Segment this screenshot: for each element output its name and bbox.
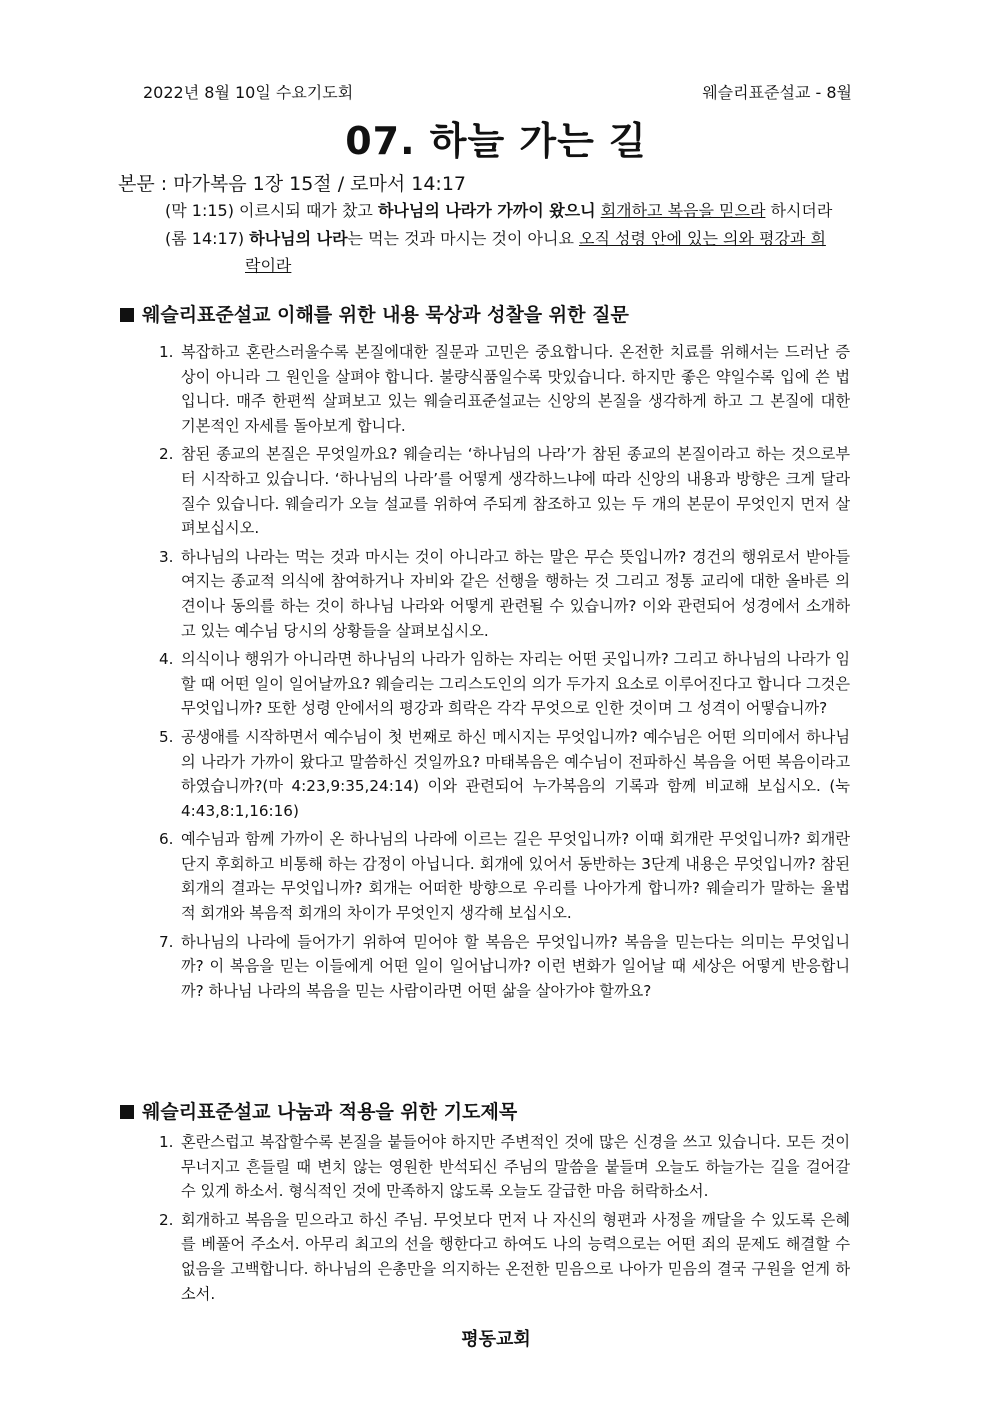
square-bullet-icon — [120, 308, 134, 322]
list-item-text: 하나님의 나라는 먹는 것과 마시는 것이 아니라고 하는 말은 무슨 뜻입니까? 경건의 행위로서 받아들여지는 종교적 의식에 참여하거나 자비와 같은 선행을 행하는 것 그리고 정통 교리에 대한 올바른 의견이나 동의를 하는 것이 하나님 나라와 어떻게 관련될 수 있습니까? 이와 관련되어 성경에서 소개하고 있는 예수님 당시의 상황들을 살펴보십시오. — [181, 547, 850, 640]
square-bullet-icon — [120, 1105, 134, 1119]
section-title-text: 웨슬리표준설교 이해를 위한 내용 묵상과 성찰을 위한 질문 — [142, 304, 629, 326]
verse-romans-14-17 — [165, 225, 845, 279]
list-item-text: 복잡하고 혼란스러울수록 본질에대한 질문과 고민은 중요합니다. 온전한 치료를 위해서는 드러난 증상이 아니라 그 원인을 살펴야 합니다. 불량식품일수록 맛있습니다. 하지만 좋은 약일수록 입에 쓴 법입니다. 매주 한편씩 살펴보고 있는 웨슬리표준설교는 신앙의 본질을 생각하게 하고 그 본질에 대한 기본적인 자세를 돌아보게 합니다. — [181, 343, 850, 435]
section-title-text: 웨슬리표준설교 나눔과 적용을 위한 기도제목 — [142, 1101, 518, 1123]
list-item-number: 7. — [159, 932, 174, 951]
verse-bold-text: 하나님의 나라 — [249, 229, 348, 248]
list-item — [155, 340, 850, 438]
list-item-number: 3. — [159, 547, 174, 566]
verse-bold-text: 하나님의 나라가 가까이 왔으니 — [377, 201, 596, 220]
list-item-text: 회개하고 복음을 믿으라고 하신 주님. 무엇보다 먼저 나 자신의 형편과 사정을 깨달을 수 있도록 은혜를 베풀어 주소서. 아무리 최고의 선을 행한다고 하여도 나의 능력으로는 어떤 죄의 문제도 해결할 수 없음을 고백합니다. 하나님의 은총만을 의지하는 온전한 믿음으로 나아가 믿음의 결국 구원을 얻게 하소서. — [181, 1210, 850, 1303]
list-item-number: 5. — [159, 727, 174, 746]
verse-mark-1-15 — [165, 197, 845, 224]
verse-ref: (막 1:15) — [165, 201, 240, 220]
list-item-text: 참된 종교의 본질은 무엇일까요? 웨슬리는 ‘하나님의 나라’가 참된 종교의 본질이라고 하는 것으로부터 시작하고 있습니다. ‘하나님의 나라’를 어떻게 생각하느냐에 따라 신앙의 내용과 방향은 크게 달라질수 있습니다. 웨슬리가 오늘 설교를 위하여 주되게 참조하고 있는 두 개의 본문이 무엇인지 먼저 살펴보십시오. — [181, 445, 850, 538]
verse-ref: (롬 14:17) — [165, 229, 250, 248]
verse-underlined-text: 오직 성령 안에 있는 의와 평강과 희 — [579, 229, 826, 248]
verse-underlined-text-cont: 락이라 — [245, 256, 292, 275]
verse-text: 이르시되 때가 찼고 — [239, 201, 378, 220]
list-item — [155, 545, 850, 643]
list-item-number: 6. — [159, 830, 174, 849]
list-item-number: 4. — [159, 650, 174, 669]
list-item-number: 1. — [159, 343, 174, 361]
list-item-text: 혼란스럽고 복잡할수록 본질을 붙들어야 하지만 주변적인 것에 많은 신경을 쓰고 있습니다. 모든 것이 무너지고 흔들릴 때 변치 않는 영원한 반석되신 주님의 말씀을 붙들며 오늘도 하늘가는 길을 걸어갈 수 있게 하소서. 형식적인 것에 만족하지 않도록 오늘도 갈급한 마음 허락하소서. — [181, 1133, 850, 1201]
list-item — [155, 725, 850, 823]
date-label: 2022년 8월 10일 수요기도회 — [143, 83, 354, 102]
verse-underlined-text: 회개하고 복음을 믿으라 — [600, 201, 766, 220]
list-item-text: 예수님과 함께 가까이 온 하나님의 나라에 이르는 길은 무엇입니까? 이때 회개란 무엇입니까? 회개란 단지 후회하고 비통해 하는 감정이 아닙니다. 회개에 있어서 동반하는 3단계 내용은 무엇입니까? 참된 회개의 결과는 무엇입니까? 회개는 어떠한 방향으로 우리를 나아가게 합니까? 웨슬리가 말하는 율법적 회개와 복음적 회개의 차이가 무엇인지 생각해 보십시오. — [181, 830, 850, 923]
section-title-reflection — [120, 300, 629, 327]
verse-text: 는 먹는 것과 마시는 것이 아니요 — [347, 229, 579, 248]
list-item-number: 2. — [159, 1210, 174, 1229]
prayer-topic-list — [155, 1130, 850, 1310]
list-item-text: 하나님의 나라에 들어가기 위하여 믿어야 할 복음은 무엇입니까? 복음을 믿는다는 의미는 무엇입니까? 이 복음을 믿는 이들에게 어떤 일이 일어납니까? 이런 변화가 일어날 때 세상은 어떻게 반응합니까? 하나님 나라의 복음을 믿는 사람이라면 어떤 삶을 살아가야 할까요? — [181, 932, 850, 1000]
reflection-question-list — [155, 340, 850, 1007]
verse-text-end: 하시더라 — [765, 201, 833, 220]
series-label: 웨슬리표준설교 - 8월 — [702, 83, 852, 102]
list-item — [155, 930, 850, 1004]
section-title-prayer — [120, 1097, 517, 1124]
list-item — [155, 647, 850, 721]
list-item-number: 2. — [159, 445, 174, 464]
list-item-text: 공생애를 시작하면서 예수님이 첫 번째로 하신 메시지는 무엇입니까? 예수님은 어떤 의미에서 하나님의 나라가 가까이 왔다고 말씀하신 것일까요? 마태복음은 예수님이 전파하신 복음을 어떤 복음이라고 하였습니까?(마 4:23,9:35,24:14) 이와 관련되어 누가복음의 기록과 함께 비교해 보십시오. (눅 4:43,8:1,16:16) — [181, 727, 850, 820]
scripture-reference: 본문 : 마가복음 1장 15절 / 로마서 14:17 — [118, 173, 466, 195]
sermon-title: 07. 하늘 가는 길 — [345, 119, 647, 163]
list-item — [155, 442, 850, 540]
list-item — [155, 827, 850, 925]
list-item — [155, 1130, 850, 1204]
list-item — [155, 1208, 850, 1306]
list-item-text: 의식이나 행위가 아니라면 하나님의 나라가 임하는 자리는 어떤 곳입니까? 그리고 하나님의 나라가 임할 때 어떤 일이 일어날까요? 웨슬리는 그리스도인의 의가 두가지 요소로 이루어진다고 합니다 그것은 무엇입니까? 또한 성령 안에서의 평강과 희락은 각각 무엇으로 인한 것이며 그 성격이 어떻습니까? — [181, 650, 850, 718]
list-item-number: 1. — [159, 1133, 174, 1151]
church-name: 평동교회 — [461, 1329, 531, 1350]
